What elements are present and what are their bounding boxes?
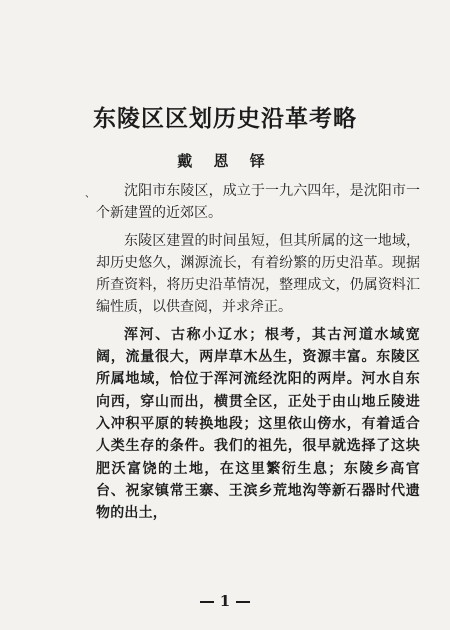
page-number-footer <box>0 592 450 610</box>
document-author: 戴 恩 铎 <box>177 152 273 170</box>
document-title: 东陵区区划历史沿革考略 <box>93 105 357 132</box>
page-number: 1 <box>219 592 231 610</box>
paragraph-1: 沈阳市东陵区，成立于一九六四年，是沈阳市一个新建置的近郊区。 <box>96 183 420 222</box>
dash-right <box>236 601 250 603</box>
margin-mark: 、 <box>85 189 95 200</box>
dash-left <box>200 601 214 603</box>
paragraph-2: 东陵区建置的时间虽短，但其所属的这一地域，却历史悠久，渊源流长，有着纷繁的历史沿革。现据所查资料，将历史沿革情况，整理成文，仍属资料汇编性质，以供查阅，并求斧正。 <box>96 232 420 316</box>
paragraph-3: 浑河、古称小辽水；根考，其古河道水域宽阔，流量很大，两岸草木丛生，资源丰富。东陵区所属地域，恰位于浑河流经沈阳的两岸。河水自东向西，穿山而出，横贯全区，正处于由山地丘陵进入冲积平原的转换地段；这里依山傍水，有着适合人类生存的条件。我们的祖先，很早就选择了这块肥沃富饶的土地，在这里繁衍生息；东陵乡高官台、祝家镇常王寨、王滨乡荒地沟等新石器时代遗物的出土， <box>96 326 420 522</box>
document-body <box>96 178 420 529</box>
